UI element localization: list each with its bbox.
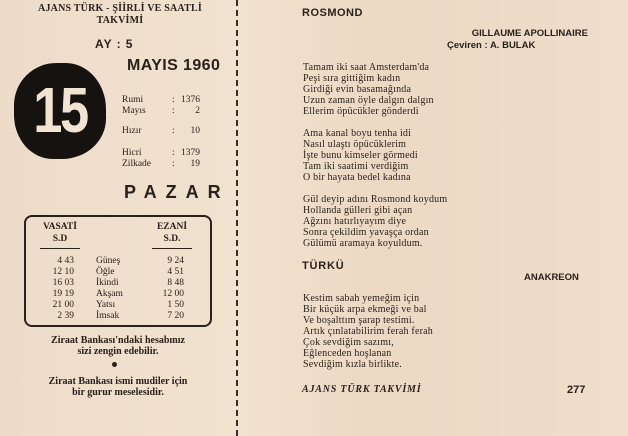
prayer-name: Öğle — [96, 267, 115, 277]
poem-author-apollinaire: GILLAUME APOLLINAIRE — [471, 28, 588, 39]
info-key: Mayıs — [122, 106, 146, 116]
month-number — [95, 37, 133, 51]
prayer-times-box — [24, 215, 212, 327]
info-colon: : — [172, 148, 175, 158]
ezani-subheader: S.D. — [163, 234, 181, 244]
prayer-name: Güneş — [96, 256, 121, 266]
footer-title: AJANS TÜRK TAKVİMİ — [302, 384, 422, 395]
info-colon: : — [172, 95, 175, 105]
day-number: 15 — [33, 74, 87, 146]
vasati-time: 12 10 — [52, 267, 74, 277]
poem-title-rosmond: ROSMOND — [302, 7, 363, 19]
vasati-subheader: S.D — [52, 234, 68, 244]
prayer-name: Akşam — [96, 289, 123, 299]
vasati-header: VASATİ — [43, 222, 77, 232]
vasati-time: 4 43 — [57, 256, 74, 266]
month-number-label: AY : — [95, 37, 122, 51]
bank-ad-1-line2: sizi zengin edebilir. — [77, 346, 159, 357]
poem-line: Nasıl ulaştı öpücüklerim — [303, 139, 407, 150]
poem-line: Eğlenceden hoşlanan — [303, 348, 392, 359]
prayer-row — [26, 267, 210, 278]
info-key: Hicri — [122, 148, 142, 158]
poem-line: Kestim sabah yemeğim için — [303, 293, 420, 304]
bank-ad-1-line1: Ziraat Bankası'ndaki hesabınız — [51, 335, 185, 346]
prayer-row — [26, 278, 210, 289]
poem-title-turku: TÜRKÜ — [302, 260, 345, 272]
info-colon: : — [172, 159, 175, 169]
info-key: Hızır — [122, 126, 142, 136]
info-value: 19 — [190, 159, 200, 169]
poem-line: Artık çınlatabilirim ferah ferah — [303, 326, 433, 337]
info-colon: : — [172, 106, 175, 116]
poem-line: Ağzını hatırlıyayım diye — [303, 216, 407, 227]
ezani-time: 1 50 — [167, 300, 184, 310]
info-key: Rumi — [122, 95, 144, 105]
bank-ad-2-line2: bir gurur meselesidir. — [72, 387, 164, 398]
info-colon: : — [172, 126, 175, 136]
bullet-separator — [112, 362, 117, 367]
poem-line: Gülümü aramaya koyuldum. — [303, 238, 423, 249]
info-value: 1376 — [181, 95, 200, 105]
publication-title-line1: AJANS TÜRK - ŞİİRLİ VE SAATLİ — [38, 3, 202, 14]
poem-line: O bir hayata bedel kadına — [303, 172, 411, 183]
poem-line: Uzun zaman öyle dalgın dalgın — [303, 95, 434, 106]
info-key: Zilkade — [122, 159, 152, 169]
poem-line: Tamam iki saat Amsterdam'da — [303, 62, 430, 73]
month-year: MAYIS 1960 — [127, 57, 221, 74]
poem-line: İşte bunu kimseler görmedi — [303, 150, 418, 161]
prayer-row — [26, 311, 210, 322]
poem-line: Ve boşalttım şarap testimi. — [303, 315, 415, 326]
prayer-name: İmsak — [96, 311, 120, 321]
poem-line: Çok sevdiğim sazımı, — [303, 337, 394, 348]
bank-ad-2-line1: Ziraat Bankası ismi mudiler için — [48, 376, 188, 387]
poem-line: Sevdiğim kızla birlikte. — [303, 359, 402, 370]
publication-title-line2: TAKVİMİ — [96, 15, 144, 26]
vasati-rule — [40, 248, 80, 249]
vasati-time: 16 03 — [52, 278, 74, 288]
poem-line: Ellerim öpücükler gönderdi — [303, 106, 419, 117]
vasati-time: 21 00 — [52, 300, 74, 310]
prayer-row — [26, 256, 210, 267]
ezani-time: 9 24 — [167, 256, 184, 266]
ezani-time: 7 20 — [167, 311, 184, 321]
prayer-name: İkindi — [96, 278, 119, 288]
poem-line: Peşi sıra gittiğim kadın — [303, 73, 401, 84]
ezani-header: EZANİ — [156, 222, 188, 232]
publication-title — [8, 3, 232, 27]
weekday: PAZAR — [124, 182, 230, 202]
ezani-rule — [152, 248, 192, 249]
poem-line: Sonra çekildim yavaşça ordan — [303, 227, 429, 238]
poem-line: Hollanda gülleri gibi açan — [303, 205, 413, 216]
vasati-time: 19 19 — [52, 289, 74, 299]
ezani-time: 4 51 — [167, 267, 184, 277]
ezani-time: 12 00 — [162, 289, 184, 299]
poem-line: Gül deyip adını Rosmond koydum — [303, 194, 448, 205]
month-number-value: 5 — [125, 37, 134, 51]
poem-translator: Çeviren : A. BULAK — [447, 40, 536, 51]
poem-line: Tam iki saatimi verdiğim — [303, 161, 409, 172]
prayer-name: Yatsı — [96, 300, 116, 310]
page-number: 277 — [567, 384, 586, 396]
bank-ad-1 — [18, 335, 218, 357]
vasati-time: 2 39 — [57, 311, 74, 321]
prayer-row — [26, 289, 210, 300]
bank-ad-2 — [18, 376, 218, 398]
poem-line: Girdiği evin basamağında — [303, 84, 412, 95]
prayer-row — [26, 300, 210, 311]
info-value: 2 — [195, 106, 200, 116]
poem-author-anakreon: ANAKREON — [524, 272, 579, 283]
perforated-divider — [236, 0, 238, 436]
poem-line: Ama kanal boyu tenha idi — [303, 128, 412, 139]
poem-line: Bir küçük arpa ekmeği ve bal — [303, 304, 427, 315]
ezani-time: 8 48 — [167, 278, 184, 288]
info-value: 10 — [190, 126, 200, 136]
info-value: 1379 — [181, 148, 200, 158]
